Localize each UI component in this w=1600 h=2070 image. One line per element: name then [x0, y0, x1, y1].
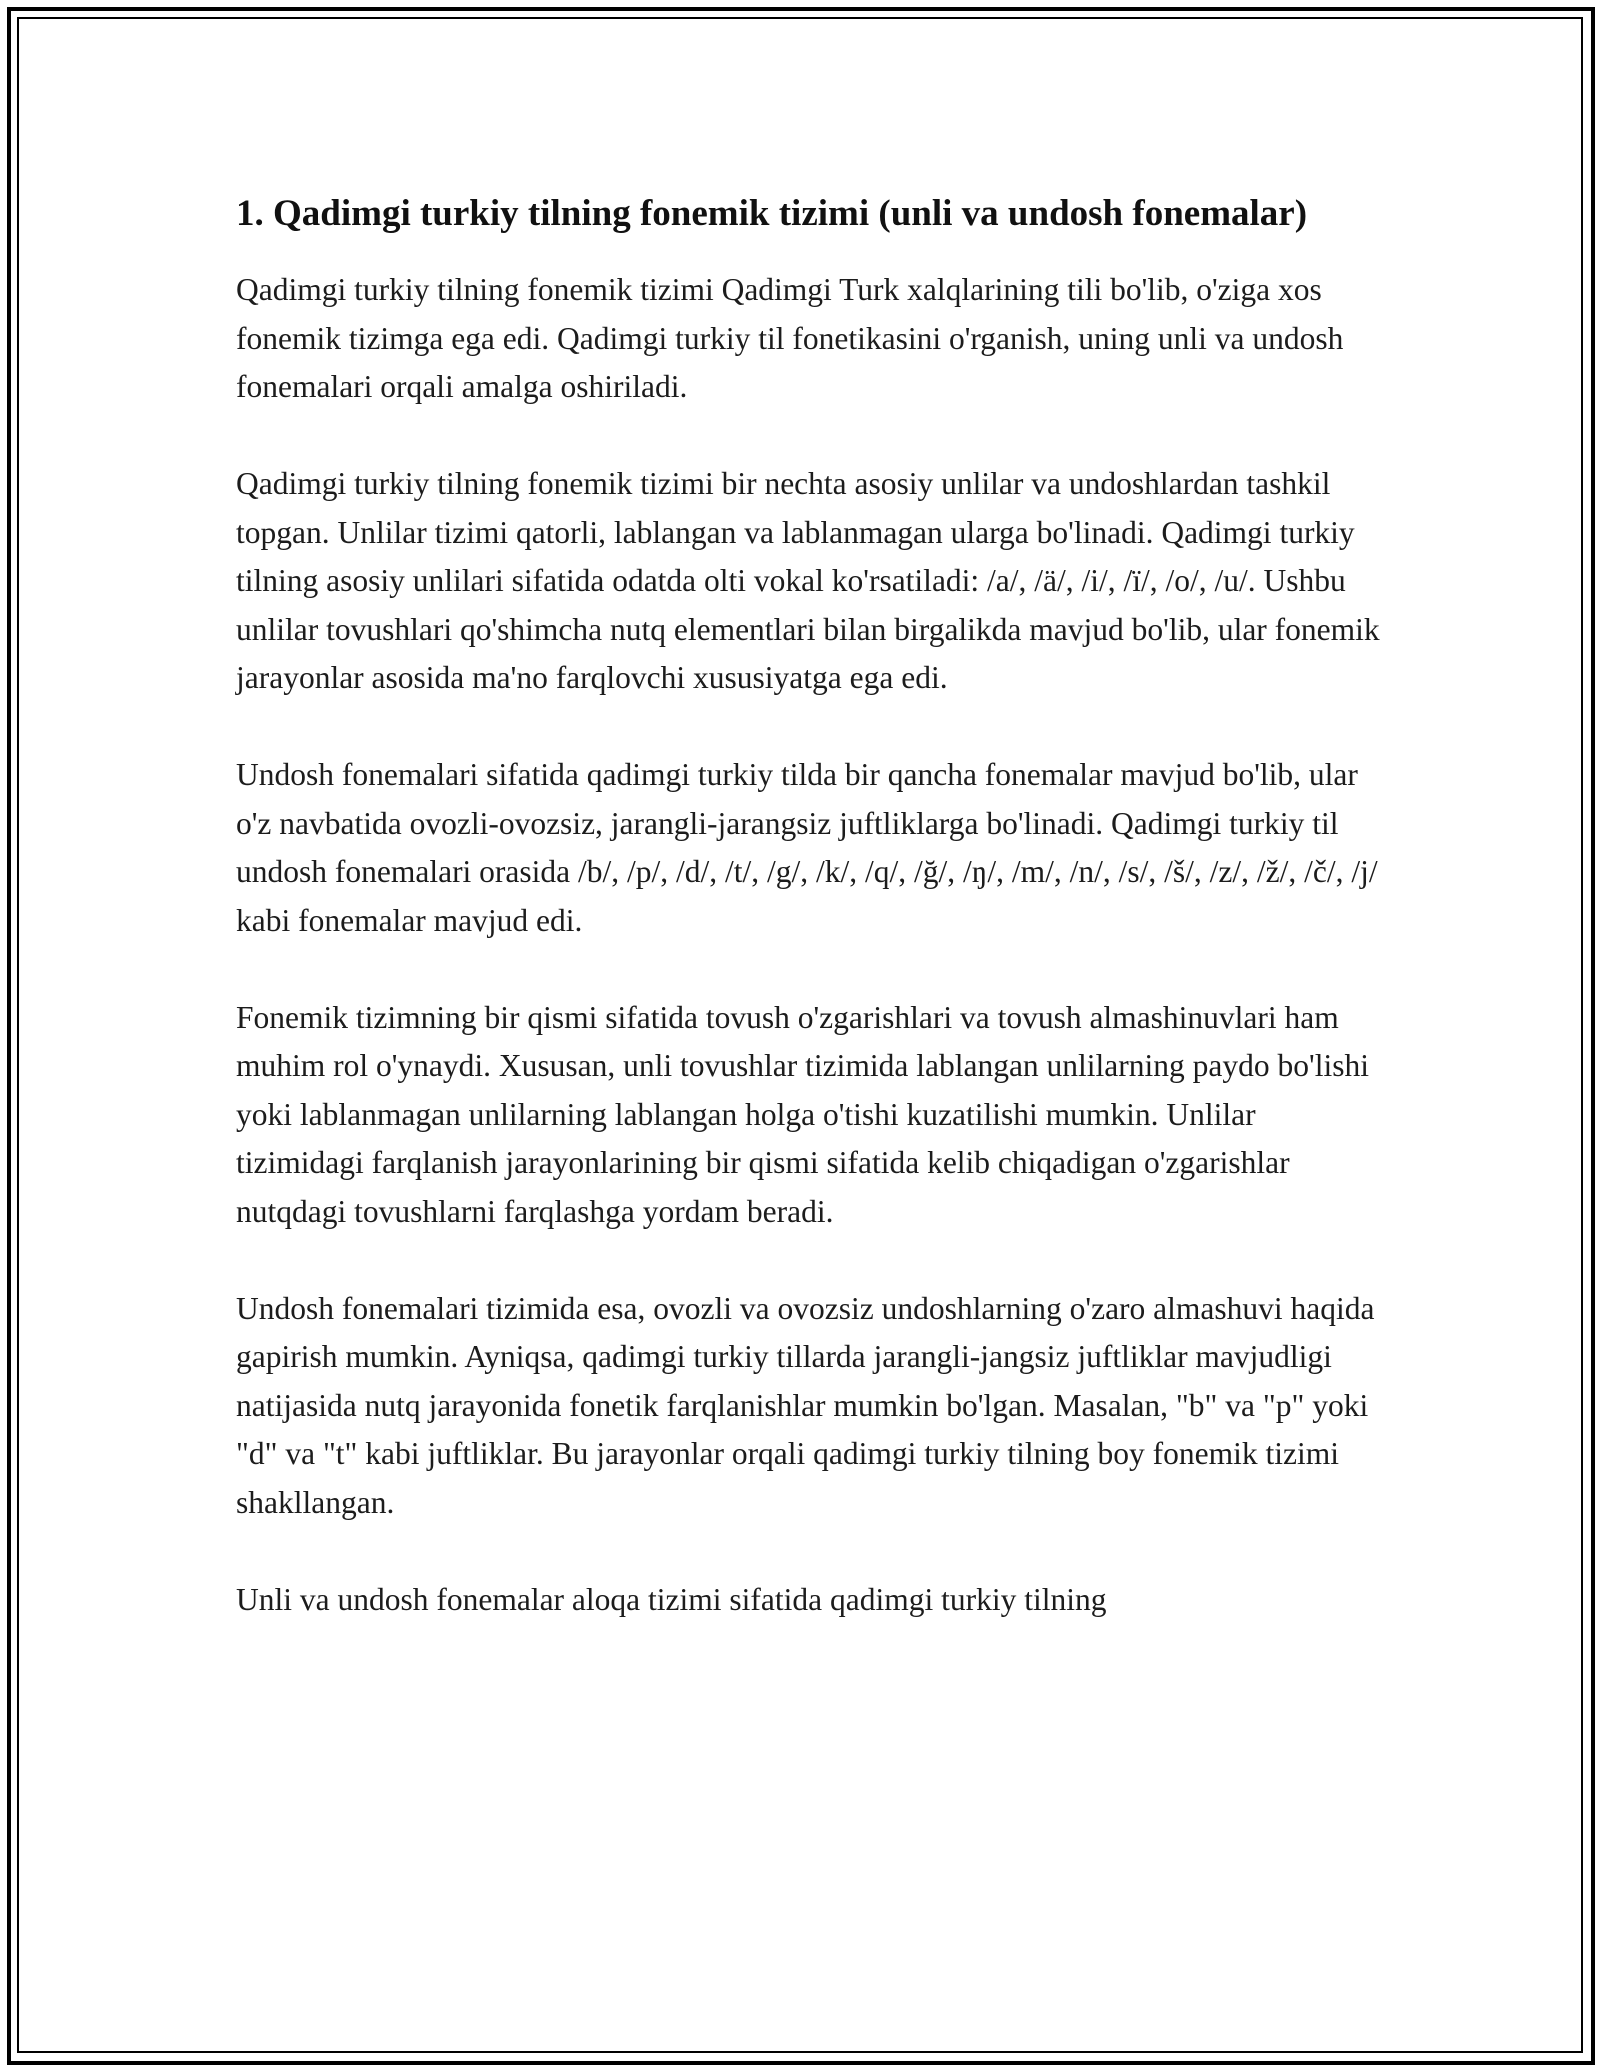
paragraph-consonant-alternation: Undosh fonemalari tizimida esa, ovozli va ovozsiz undoshlarning o'zaro almashuvi haqida gapirish mumkin. Ayniqsa, qadimgi turkiy tillarda jarangli-jangsiz juftliklar mavjudligi natijasida nutq jarayonida fonetik farqlanishlar mumkin bo'lgan. Masalan, "b" va "p" yoki "d" va "t" kabi juftliklar. Bu jarayonlar orqali qadimgi turkiy tilning boy fonemik tizimi shakllangan.	[236, 1290, 1375, 1520]
section-heading: 1. Qadimgi turkiy tilning fonemik tizimi (unli va undosh fonemalar)	[236, 193, 1308, 234]
paragraph-consonants: Undosh fonemalari sifatida qadimgi turkiy tilda bir qancha fonemalar mavjud bo'lib, ular o'z navbatida ovozli-ovozsiz, jarangli-jarangsiz juftliklarga bo'linadi. Qadimgi turkiy til undosh fonemalari orasida /b/, /p/, /d/, /t/, /g/, /k/, /q/, /ğ/, /ŋ/, /m/, /n/, /s/, /š/, /z/, /ž/, /č/, /j/ kabi fonemalar mavjud edi.	[236, 757, 1378, 938]
paragraph-conclusion-start: Unli va undosh fonemalar aloqa tizimi sifatida qadimgi turkiy tilning	[236, 1581, 1107, 1617]
paragraph-vowels: Qadimgi turkiy tilning fonemik tizimi bir nechta asosiy unlilar va undoshlardan tashkil topgan. Unlilar tizimi qatorli, lablangan va lablanmagan ularga bo'linadi. Qadimgi turkiy tilning asosiy unlilari sifatida odatda olti vokal ko'rsatiladi: /a/, /ä/, /i/, /ï/, /o/, /u/. Ushbu unlilar tovushlari qo'shimcha nutq elementlari bilan birgalikda mavjud bo'lib, ular fonemik jarayonlar asosida ma'no farqlovchi xususiyatga ega edi.	[236, 466, 1380, 695]
paragraph-intro: Qadimgi turkiy tilning fonemik tizimi Qadimgi Turk xalqlarining tili bo'lib, o'ziga xos fonemik tizimga ega edi. Qadimgi turkiy til fonetikasini o'rganish, uning unli va undosh fonemalari orqali amalga oshiriladi.	[236, 272, 1344, 404]
paragraph-sound-changes: Fonemik tizimning bir qismi sifatida tovush o'zgarishlari va tovush almashinuvlari ham muhim rol o'ynaydi. Xususan, unli tovushlar tizimida lablangan unlilarning paydo bo'lishi yoki lablanmagan unlilarning lablangan holga o'tishi kuzatilishi mumkin. Unlilar tizimidagi farqlanish jarayonlarining bir qismi sifatida kelib chiqadigan o'zgarishlar nutqdagi tovushlarni farqlashga yordam beradi.	[236, 999, 1369, 1229]
document-body	[236, 186, 1386, 1673]
